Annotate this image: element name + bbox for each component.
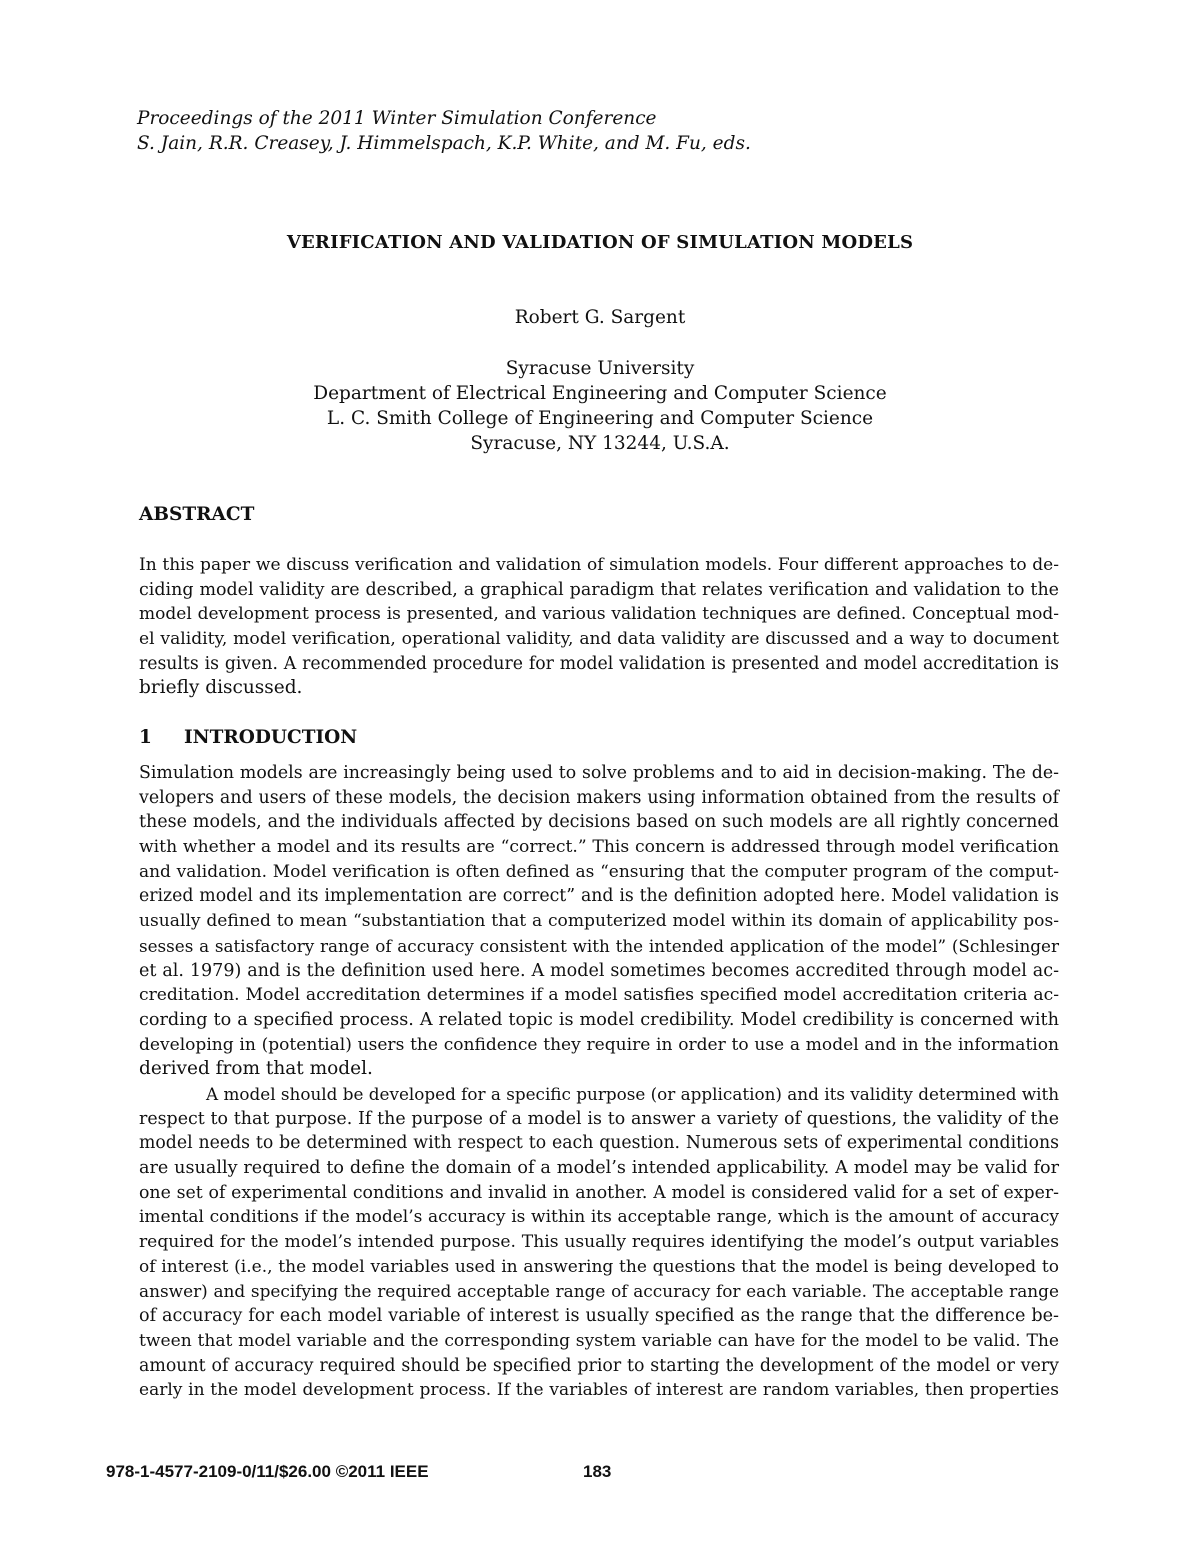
affiliation-line: Department of Electrical Engineering and Computer Science — [313, 383, 887, 404]
abstract-line: results is given. A recommended procedure for model validation is presented and model accreditation is — [139, 653, 1059, 674]
author-affiliation — [0, 356, 1200, 456]
body-line: and validation. Model verification is often defined as “ensuring that the computer program of the comput- — [139, 861, 1059, 882]
body-line: developing in (potential) users the confidence they require in order to use a model and in the information — [139, 1034, 1059, 1055]
body-line: of accuracy for each model variable of interest is usually specified as the range that the difference be- — [139, 1306, 1059, 1327]
body-line: tween that model variable and the corresponding system variable can have for the model to be valid. The — [139, 1330, 1059, 1351]
introduction-heading — [139, 727, 357, 748]
proceedings-title: Proceedings of the 2011 Winter Simulation Conference — [137, 108, 657, 129]
footer-isbn: 978-1-4577-2109-0/11/$26.00 ©2011 IEEE — [106, 1462, 429, 1481]
body-line: A model should be developed for a specific purpose (or application) and its validity determined with — [206, 1083, 1060, 1104]
abstract-line: ciding model validity are described, a graphical paradigm that relates verification and validation to the — [139, 579, 1059, 600]
affiliation-line: Syracuse University — [505, 358, 695, 379]
affiliation-line: Syracuse, NY 13244, U.S.A. — [470, 433, 730, 454]
body-line: erized model and its implementation are correct” and is the definition adopted here. Model validation is — [139, 886, 1059, 907]
footer-page-number: 183 — [583, 1462, 612, 1481]
section-title: INTRODUCTION — [184, 727, 358, 748]
body-line: required for the model’s intended purpose. This usually requires identifying the model’s output variables — [139, 1232, 1059, 1253]
abstract-line: el validity, model verification, operational validity, and data validity are discussed and a way to document — [139, 629, 1059, 650]
body-line: these models, and the individuals affected by decisions based on such models are all rightly concerned — [139, 812, 1059, 833]
proceedings-header — [137, 106, 751, 156]
body-line: of interest (i.e., the model variables used in answering the questions that the model is being developed to — [139, 1256, 1059, 1277]
body-line: et al. 1979) and is the definition used here. A model sometimes becomes accredited through model ac- — [139, 960, 1059, 981]
body-line: amount of accuracy required should be specified prior to starting the development of the model or very — [139, 1355, 1059, 1376]
body-line: answer) and specifying the required acceptable range of accuracy for each variable. The acceptable range — [139, 1281, 1059, 1302]
proceedings-editors: S. Jain, R.R. Creasey, J. Himmelspach, K.P. White, and M. Fu, eds. — [137, 133, 751, 154]
abstract-line: briefly discussed. — [139, 677, 303, 699]
body-line: model needs to be determined with respect to each question. Numerous sets of experimental conditions — [139, 1133, 1059, 1154]
paper-title: VERIFICATION AND VALIDATION OF SIMULATION MODELS — [286, 232, 914, 253]
body-line: early in the model development process. If the variables of interest are random variables, then properties — [139, 1380, 1059, 1401]
body-line: derived from that model. — [139, 1058, 373, 1080]
intro-paragraph-2 — [139, 1082, 1059, 1403]
introduction-body — [139, 761, 1059, 1403]
section-number: 1 — [139, 727, 152, 748]
body-line: velopers and users of these models, the decision makers using information obtained from the results of — [139, 787, 1059, 808]
abstract-heading: ABSTRACT — [139, 504, 255, 525]
body-line: creditation. Model accreditation determines if a model satisfies specified model accreditation criteria ac- — [139, 985, 1059, 1006]
intro-paragraph-1 — [139, 761, 1059, 1082]
body-line: respect to that purpose. If the purpose of a model is to answer a variety of questions, the validity of the — [139, 1108, 1059, 1129]
body-line: are usually required to define the domain of a model’s intended applicability. A model may be valid for — [139, 1158, 1059, 1178]
affiliation-line: L. C. Smith College of Engineering and Computer Science — [326, 408, 874, 429]
body-line: usually defined to mean “substantiation that a computerized model within its domain of applicability pos- — [139, 911, 1059, 932]
abstract-line: model development process is presented, and various validation techniques are defined. Conceptual mod- — [139, 604, 1059, 625]
abstract-line: In this paper we discuss verification and validation of simulation models. Four different approaches to de- — [139, 555, 1059, 575]
body-line: sesses a satisfactory range of accuracy consistent with the intended application of the model” (Schlesinger — [139, 935, 1059, 956]
body-line: Simulation models are increasingly being used to solve problems and to aid in decision-making. The de- — [139, 763, 1059, 783]
body-line: one set of experimental conditions and invalid in another. A model is considered valid for a set of exper- — [139, 1182, 1059, 1203]
body-line: cording to a specified process. A related topic is model credibility. Model credibility is concerned with — [139, 1009, 1059, 1030]
body-line: with whether a model and its results are “correct.” This concern is addressed through model verification — [139, 837, 1059, 858]
author-name: Robert G. Sargent — [514, 307, 686, 328]
abstract-body — [139, 553, 1059, 701]
body-line: imental conditions if the model’s accuracy is within its acceptable range, which is the amount of accuracy — [139, 1207, 1059, 1228]
